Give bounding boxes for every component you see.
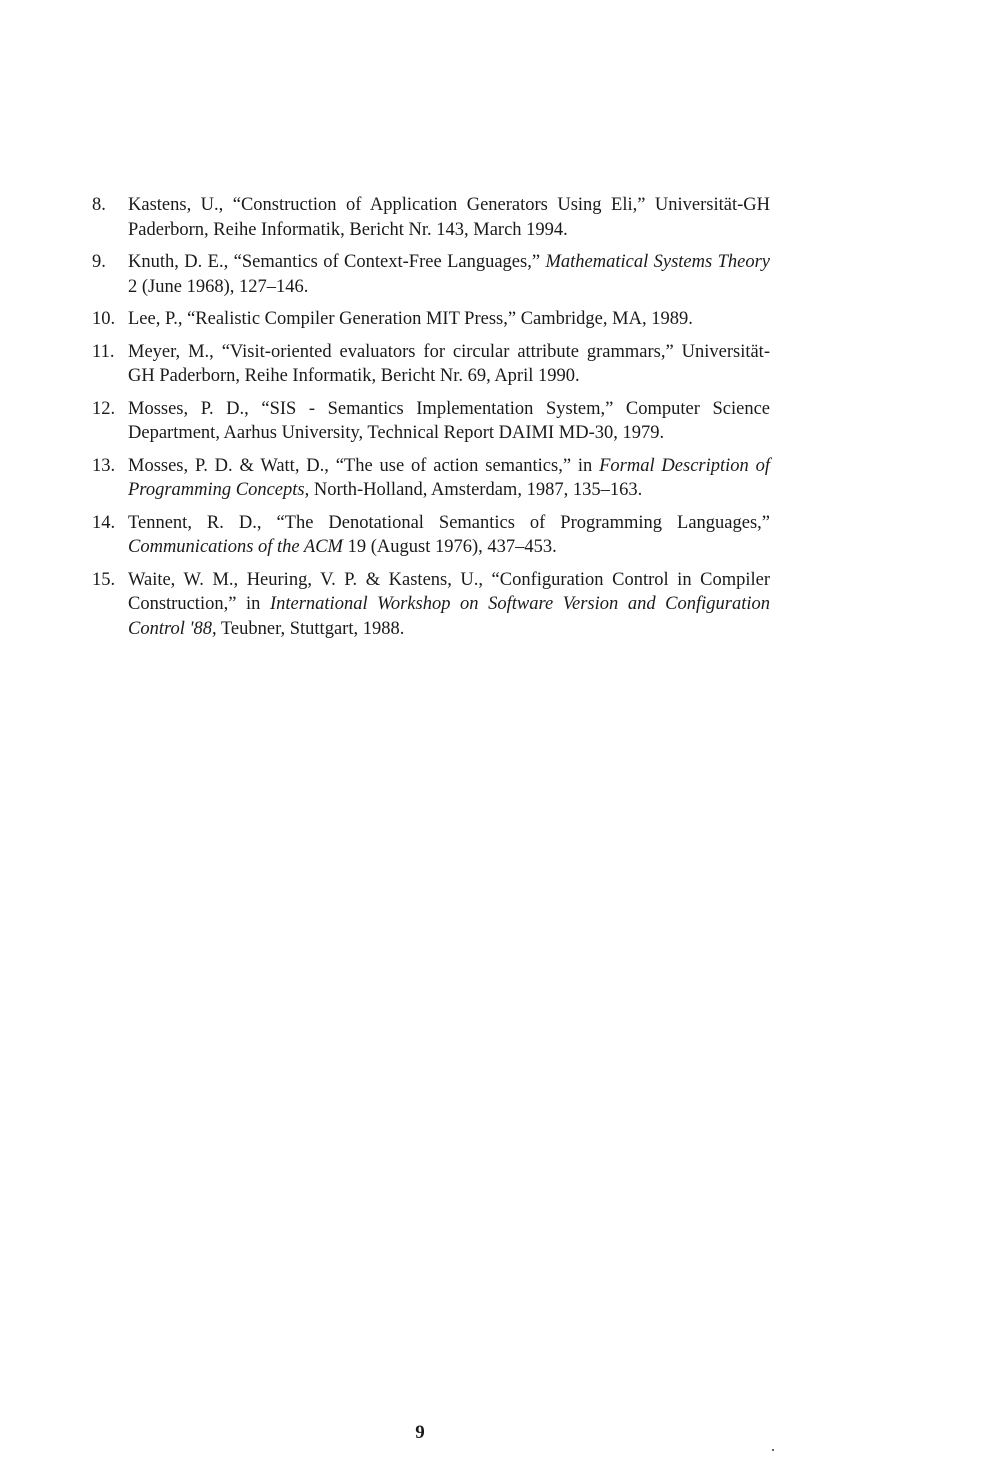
reference-text xyxy=(128,399,770,444)
reference-item xyxy=(92,340,770,389)
scan-speck xyxy=(772,1449,774,1451)
reference-number: 11. xyxy=(92,341,115,362)
reference-list xyxy=(92,193,770,649)
reference-text xyxy=(128,252,770,297)
reference-text-segment: 19 (August 1976), 437–453. xyxy=(342,537,557,557)
reference-item xyxy=(92,454,770,503)
reference-item xyxy=(92,250,770,299)
reference-text-segment: , Teubner, Stuttgart, 1988. xyxy=(211,618,405,639)
reference-title-italic: Formal Description of Programming Concepts xyxy=(128,455,770,500)
reference-number: 13. xyxy=(92,455,116,476)
reference-item xyxy=(92,307,770,332)
reference-text-segment: Mosses, P. D. & Watt, D., “The use of action semantics,” in xyxy=(128,455,600,476)
page-number: 9 xyxy=(415,1422,425,1443)
reference-item xyxy=(92,568,770,642)
reference-text xyxy=(128,513,770,558)
reference-item xyxy=(92,511,770,560)
reference-text-segment: Meyer, M., “Visit-oriented evaluators for circular attribute grammars,” Universität-GH Paderborn, Reihe Informatik, Bericht Nr. 69, April 1990. xyxy=(128,341,770,386)
reference-number: 12. xyxy=(92,398,116,419)
reference-text-segment: Tennent, R. D., “The Denotational Semantics of Programming Languages,” xyxy=(128,512,770,533)
reference-title-italic: Communications of the ACM xyxy=(128,537,343,557)
reference-number: 15. xyxy=(92,569,116,590)
reference-text xyxy=(128,309,693,329)
reference-number: 10. xyxy=(92,309,116,329)
reference-item xyxy=(92,193,770,242)
reference-text-segment: 2 (June 1968), 127–146. xyxy=(128,276,309,297)
reference-title-italic: International Workshop on Software Version and Configuration Control '88 xyxy=(128,594,770,639)
reference-text-segment: Mosses, P. D., “SIS - Semantics Implementation System,” Computer Science Department, Aarhus University, Technical Report DAIMI MD-30, 1979. xyxy=(128,398,770,443)
reference-text-segment: Waite, W. M., Heuring, V. P. & Kastens, U., “Configuration Control in Compiler Construction,” in xyxy=(128,569,770,614)
reference-item xyxy=(92,397,770,446)
reference-number: 8. xyxy=(92,195,106,215)
reference-text xyxy=(128,570,770,639)
reference-number: 14. xyxy=(92,512,116,533)
reference-text-segment: Knuth, D. E., “Semantics of Context-Free Languages,” xyxy=(128,252,546,272)
reference-number: 9. xyxy=(92,252,106,272)
reference-title-italic: Mathematical Systems Theory xyxy=(545,252,770,272)
reference-text-segment: Kastens, U., “Construction of Application Generators Using Eli,” Universität-GH Paderborn, Reihe Informatik, Bericht Nr. 143, March 1994. xyxy=(128,195,770,240)
reference-text xyxy=(128,195,770,240)
reference-text xyxy=(128,342,770,387)
reference-text-segment: Lee, P., “Realistic Compiler Generation MIT Press,” Cambridge, MA, 1989. xyxy=(128,309,693,329)
reference-text xyxy=(128,456,770,501)
reference-text-segment: , North-Holland, Amsterdam, 1987, 135–163. xyxy=(304,480,643,500)
